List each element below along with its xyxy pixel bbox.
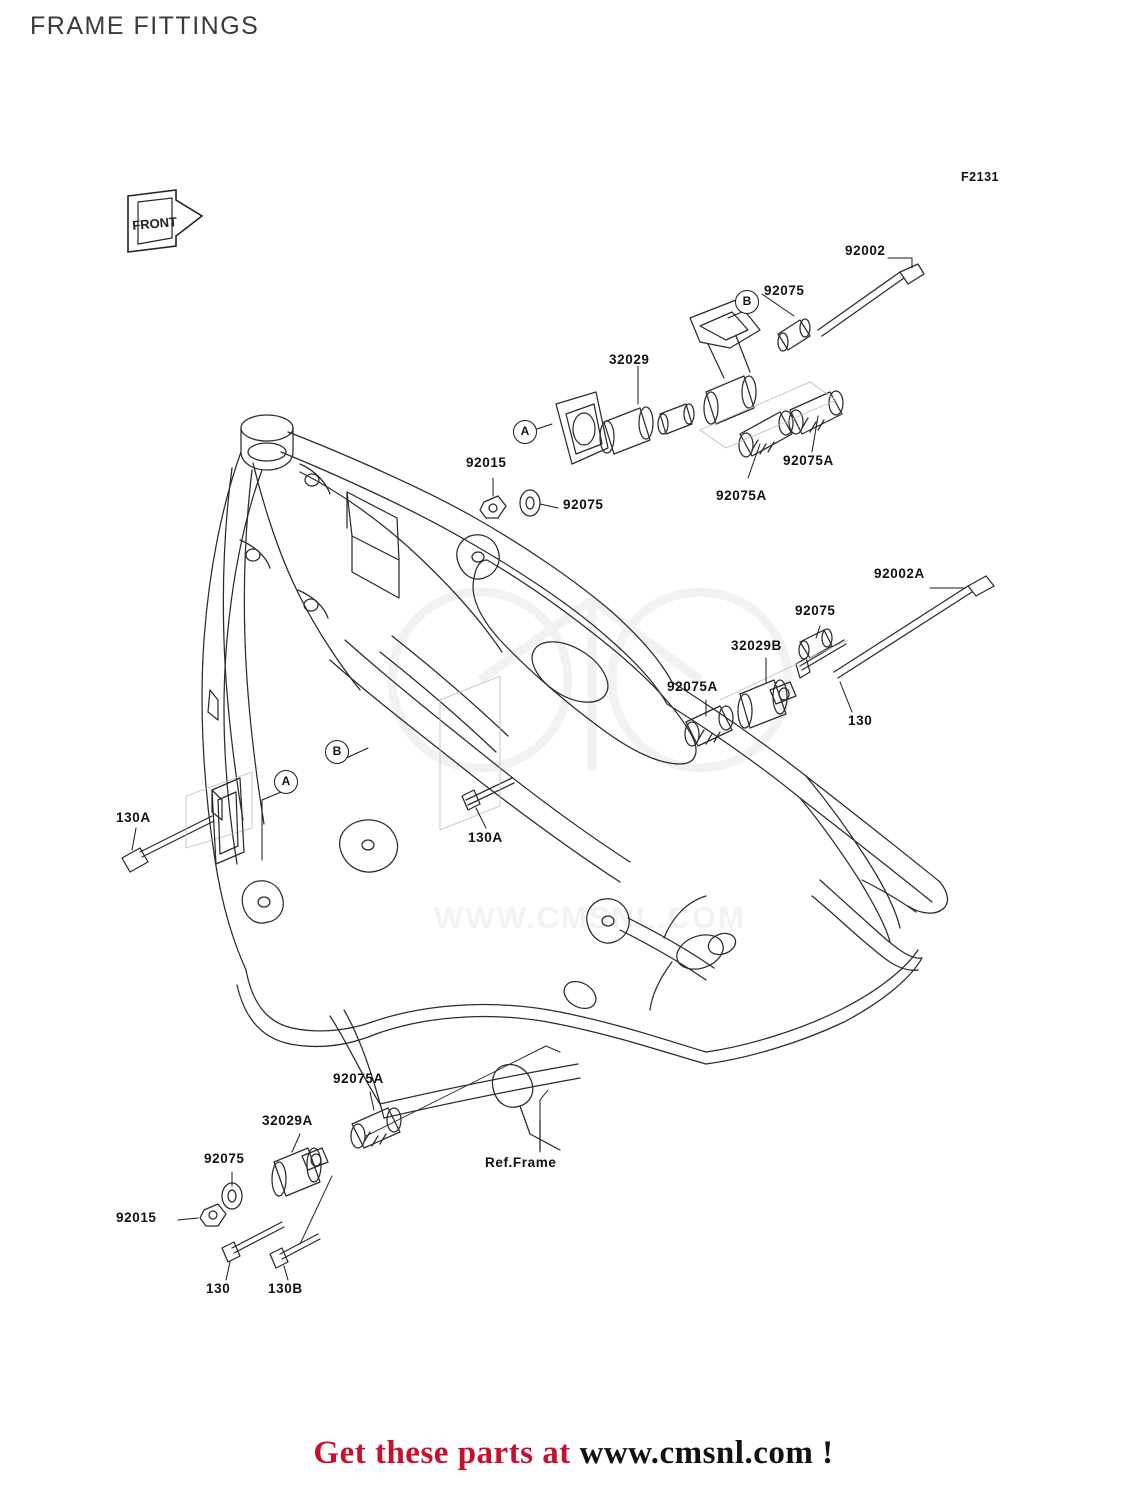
callout-92075a-mid: 92075A [716, 488, 767, 503]
callout-130a-left: 130A [116, 810, 151, 825]
callout-130a-mid: 130A [468, 830, 503, 845]
footer-cta [0, 1435, 1147, 1472]
callout-92015-bottom: 92015 [116, 1210, 157, 1225]
callout-130b-bottom: 130B [268, 1281, 303, 1296]
callout-92075-top: 92075 [764, 283, 805, 298]
callout-92002: 92002 [845, 243, 886, 258]
marker-b-left: B [325, 740, 349, 764]
footer-cta-dark: www.cmsnl.com ! [579, 1435, 834, 1471]
marker-a-left: A [274, 770, 298, 794]
marker-b-top: B [735, 290, 759, 314]
marker-a-top: A [513, 420, 537, 444]
callout-32029b: 32029B [731, 638, 782, 653]
svg-text:FRONT: FRONT [131, 214, 178, 233]
page-title: FRAME FITTINGS [30, 12, 260, 40]
callout-32029a: 32029A [262, 1113, 313, 1128]
diagram-code-label: F2131 [961, 170, 999, 184]
callout-92075a-right: 92075A [783, 453, 834, 468]
ref-frame-label: Ref.Frame [485, 1155, 557, 1170]
watermark-text: WWW.CMSNL.COM [434, 900, 746, 935]
callout-92075-left: 92075 [563, 497, 604, 512]
callout-92075a-bottom: 92075A [333, 1071, 384, 1086]
callout-92002a: 92002A [874, 566, 925, 581]
callout-130-right: 130 [848, 713, 873, 728]
callout-92015-top: 92015 [466, 455, 507, 470]
callout-92075-bottom: 92075 [204, 1151, 245, 1166]
callout-92075a-lower: 92075A [667, 679, 718, 694]
callout-92075-mid: 92075 [795, 603, 836, 618]
callout-32029: 32029 [609, 352, 650, 367]
footer-cta-red: Get these parts at [313, 1435, 580, 1471]
callout-130-bottom: 130 [206, 1281, 231, 1296]
